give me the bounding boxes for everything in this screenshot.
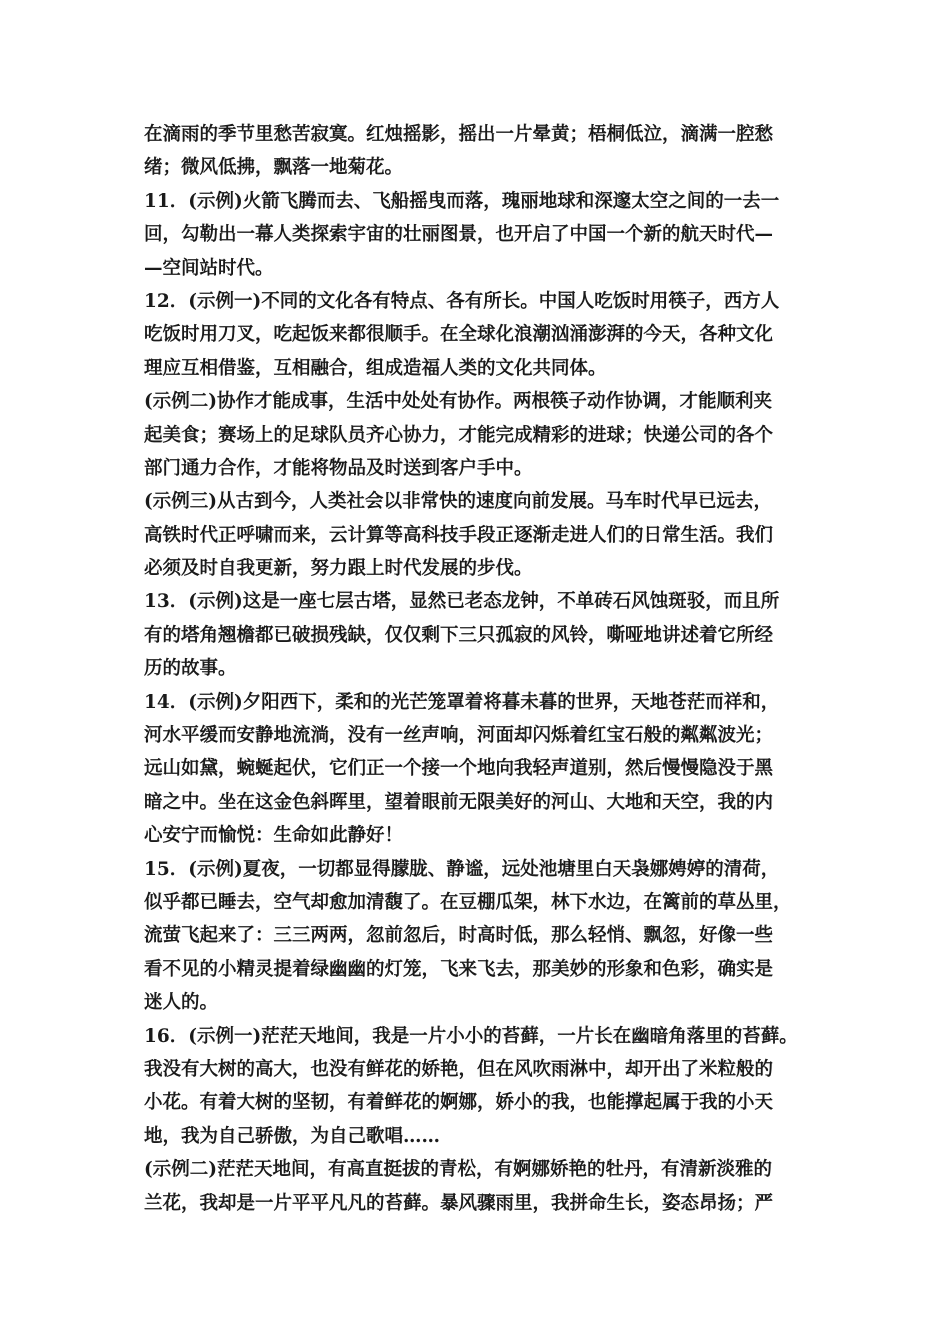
text-line: 16．(示例一)茫茫天地间，我是一片小小的苔藓，一片长在幽暗角落里的苔藓。 <box>144 1025 798 1047</box>
text-line: 13．(示例)这是一座七层古塔，显然已老态龙钟，不单砖石风蚀斑驳，而且所 <box>144 591 780 613</box>
text-line: 河水平缓而安静地流淌，没有一丝声响，河面却闪烁着红宝石般的粼粼波光； <box>144 725 774 747</box>
text-line: 我没有大树的高大，也没有鲜花的娇艳，但在风吹雨淋中，却开出了米粒般的 <box>144 1058 774 1080</box>
text-line: 理应互相借鉴，互相融合，组成造福人类的文化共同体。 <box>144 357 607 379</box>
text-line: 在滴雨的季节里愁苦寂寞。红烛摇影，摇出一片晕黄；梧桐低泣，滴满一腔愁 <box>144 124 774 145</box>
text-line: 暗之中。坐在这金色斜晖里，望着眼前无限美好的河山、大地和天空，我的内 <box>144 791 774 813</box>
text-line: 看不见的小精灵提着绿幽幽的灯笼，飞来飞去，那美妙的形象和色彩，确实是 <box>144 958 774 980</box>
text-line: 15．(示例)夏夜，一切都显得朦胧、静谧，远处池塘里白天袅娜娉婷的清荷， <box>144 858 780 880</box>
text-line: 必须及时自我更新，努力跟上时代发展的步伐。 <box>144 558 533 580</box>
text-line: 似乎都已睡去，空气却愈加清馥了。在豆棚瓜架，林下水边，在篱前的草丛里， <box>144 891 792 913</box>
text-line: 历的故事。 <box>144 658 237 680</box>
text-line: 11．(示例)火箭飞腾而去、飞船摇曳而落，瑰丽地球和深邃太空之间的一去一 <box>144 190 780 212</box>
text-line: 14．(示例)夕阳西下，柔和的光芒笼罩着将暮未暮的世界，天地苍茫而祥和， <box>144 691 780 713</box>
answer-text-block <box>144 118 824 1220</box>
text-line: 心安宁而愉悦：生命如此静好！ <box>144 825 404 847</box>
text-line: 流萤飞起来了：三三两两，忽前忽后，时高时低，那么轻悄、飘忽，好像一些 <box>144 925 774 947</box>
text-line: 高铁时代正呼啸而来，云计算等高科技手段正逐渐走进人们的日常生活。我们 <box>144 524 774 546</box>
text-line: 地，我为自己骄傲，为自己歌唱…… <box>144 1125 441 1147</box>
text-line: (示例二)协作才能成事，生活中处处有协作。两根筷子动作协调，才能顺利夹 <box>144 391 773 413</box>
text-line: 远山如黛，蜿蜒起伏，它们正一个接一个地向我轻声道别，然后慢慢隐没于黑 <box>144 758 774 780</box>
text-line: 吃饭时用刀叉，吃起饭来都很顺手。在全球化浪潮汹涌澎湃的今天，各种文化 <box>144 324 774 346</box>
text-line: 起美食；赛场上的足球队员齐心协力，才能完成精彩的进球；快递公司的各个 <box>144 424 774 446</box>
text-line: 回，勾勒出一幕人类探索宇宙的壮丽图景，也开启了中国一个新的航天时代— <box>144 224 774 246</box>
text-line: 12．(示例一)不同的文化各有特点、各有所长。中国人吃饭时用筷子，西方人 <box>144 290 780 312</box>
text-line: 绪；微风低拂，飘落一地菊花。 <box>144 157 404 179</box>
text-line: 部门通力合作，才能将物品及时送到客户手中。 <box>144 457 533 479</box>
text-line: 有的塔角翘檐都已破损残缺，仅仅剩下三只孤寂的风铃，嘶哑地讲述着它所经 <box>144 624 774 646</box>
text-line: (示例二)茫茫天地间，有高直挺拔的青松，有婀娜娇艳的牡丹，有清新淡雅的 <box>144 1159 773 1181</box>
text-line: 迷人的。 <box>144 992 219 1014</box>
text-line: 小花。有着大树的坚韧，有着鲜花的婀娜，娇小的我，也能撑起属于我的小天 <box>144 1092 774 1114</box>
text-line: 兰花，我却是一片平平凡凡的苔藓。暴风骤雨里，我拼命生长，姿态昂扬；严 <box>144 1192 774 1214</box>
text-line: (示例三)从古到今，人类社会以非常快的速度向前发展。马车时代早已远去， <box>144 491 773 513</box>
text-line: —空间站时代。 <box>144 257 274 279</box>
